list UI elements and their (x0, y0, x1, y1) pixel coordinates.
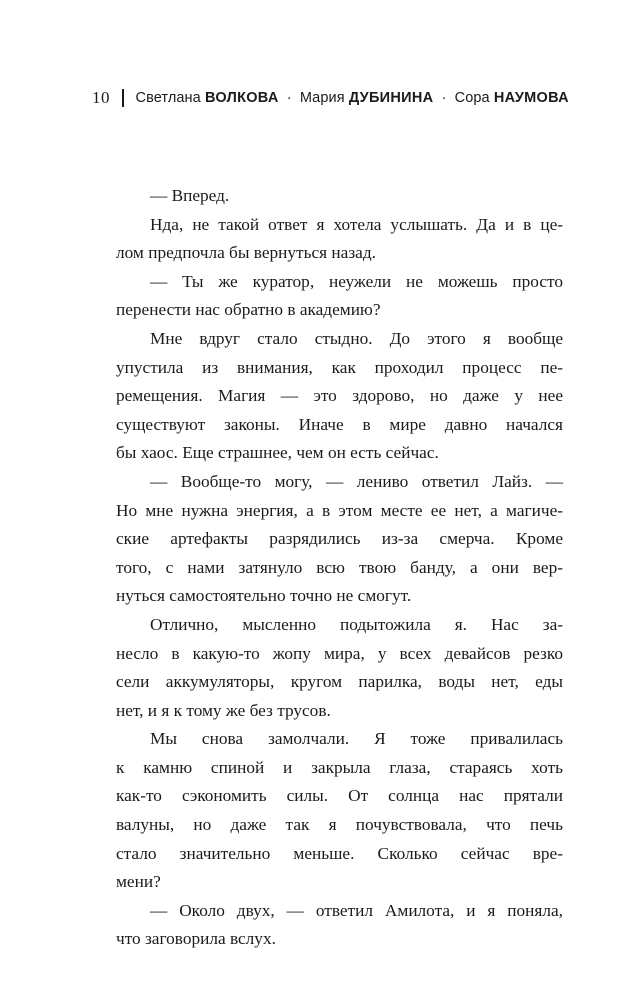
paragraph (116, 897, 563, 954)
text-line: того, с нами затянуло всю твою банду, а они вер- (116, 557, 563, 577)
author-line (136, 90, 569, 106)
text-line: к камню спиной и закрыла глаза, стараясь хоть (116, 757, 563, 777)
paragraph (116, 182, 563, 211)
text-line: несло в какую-то жопу мира, у всех девайсов резко (116, 643, 563, 663)
header-divider (122, 89, 124, 107)
author-separator: · (441, 90, 447, 106)
paragraph (116, 725, 563, 897)
text-line: Нда, не такой ответ я хотела услышать. Да и в це- (150, 214, 563, 234)
paragraph (116, 611, 563, 725)
text-line: — Вообще-то могу, — лениво ответил Лайз. — (150, 471, 563, 491)
body-text (116, 182, 563, 954)
author-given-name: Сора (454, 90, 490, 106)
text-line: Мы снова замолчали. Я тоже привалилась (150, 729, 563, 749)
paragraph (116, 211, 563, 268)
text-line: — Ты же куратор, неужели не можешь просто (150, 271, 563, 291)
text-line: — Около двух, — ответил Амилота, и я поняла, (150, 900, 563, 920)
text-line: — Вперед. (150, 186, 230, 205)
author-family-name: ВОЛКОВА (204, 90, 279, 106)
text-line: сели аккумуляторы, кругом парилка, воды нет, еды (116, 672, 563, 692)
text-line: Мне вдруг стало стыдно. До этого я вообще (150, 328, 563, 348)
text-line: лом предпочла бы вернуться назад. (116, 243, 376, 263)
author-separator: · (286, 90, 292, 106)
text-line: ские артефакты разрядились из-за смерча. Кроме (116, 529, 563, 549)
paragraph (116, 468, 563, 611)
author-family-name: ДУБИНИНА (348, 90, 434, 106)
paragraph (116, 268, 563, 325)
author-family-name: НАУМОВА (493, 90, 569, 106)
text-line: что заговорила вслух. (116, 929, 276, 949)
text-line: нуться самостоятельно точно не смогут. (116, 586, 412, 606)
text-line: нет, и я к тому же без трусов. (116, 700, 331, 720)
text-line: Но мне нужна энергия, а в этом месте ее нет, а магиче- (116, 500, 563, 520)
text-line: упустила из внимания, как проходил процесс пе- (116, 357, 563, 377)
author-given-name: Светлана (135, 90, 201, 106)
text-line: мени? (116, 872, 161, 892)
page-number: 10 (92, 88, 110, 107)
running-head (92, 86, 592, 110)
text-line: ремещения. Магия — это здорово, но даже у нее (116, 386, 563, 406)
text-line: стало значительно меньше. Сколько сейчас вре- (116, 843, 563, 863)
text-line: бы хаос. Еще страшнее, чем он есть сейчас. (116, 443, 439, 463)
paragraph (116, 325, 563, 468)
text-line: Отлично, мысленно подытожила я. Нас за- (150, 614, 563, 634)
text-line: перенести нас обратно в академию? (116, 300, 381, 320)
author-given-name: Мария (299, 90, 345, 106)
text-line: как-то сэкономить силы. От солнца нас прятали (116, 786, 563, 806)
text-line: существуют законы. Иначе в мире давно начался (116, 414, 563, 434)
text-line: валуны, но даже так я почувствовала, что печь (116, 815, 563, 835)
